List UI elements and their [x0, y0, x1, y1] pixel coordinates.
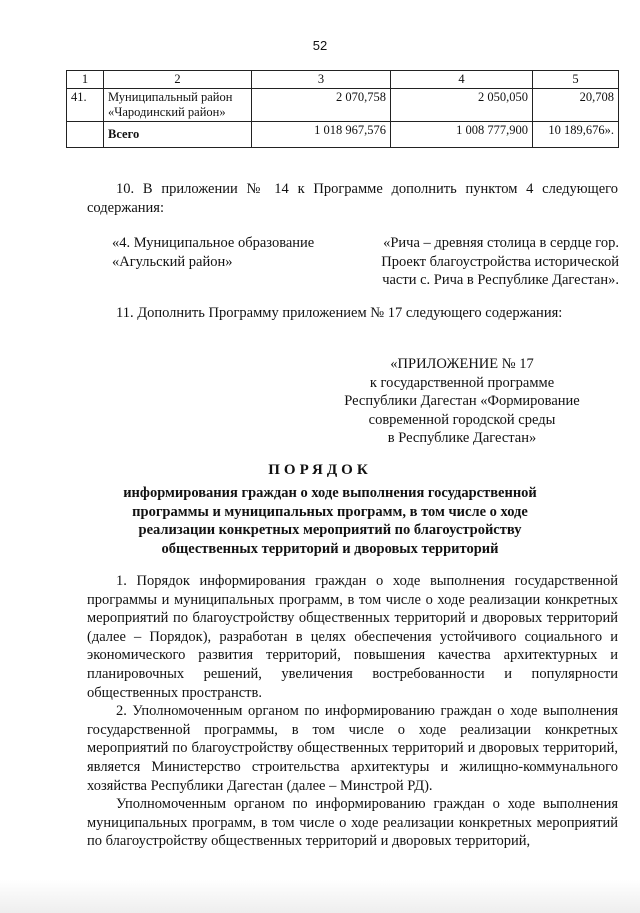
- item-4-municipality: «4. Муниципальное образование «Агульский район»: [112, 235, 315, 270]
- row-number: 41.: [67, 89, 104, 122]
- page-bottom-edge: [0, 880, 640, 913]
- document-subtitle: информирования граждан о ходе выполнения государственной программы и муниципальных программ, в том числе о ходе реализации конкретных мероприятий по благоустройству общественных территорий и дворовых территорий: [123, 485, 537, 557]
- body-text: [87, 572, 618, 851]
- appendix-line: «ПРИЛОЖЕНИЕ № 17: [390, 356, 534, 372]
- row-name: Муниципальный район «Чародинский район»: [104, 89, 252, 122]
- row-value-5: 20,708: [533, 89, 619, 122]
- appendix-header: [330, 355, 594, 448]
- row-name: Всего: [104, 122, 252, 148]
- appendix-line: в Республике Дагестан»: [387, 430, 537, 447]
- appendix-line: современной городской среды: [368, 411, 556, 428]
- row-value-5: 10 189,676».: [533, 122, 619, 148]
- paragraph-10: 10. В приложении № 14 к Программе дополнить пунктом 4 следующего содержания:: [87, 181, 618, 216]
- document-title: ПОРЯДОК: [268, 462, 372, 478]
- table-row: [67, 89, 619, 122]
- table-header-cell: 1: [67, 71, 104, 89]
- table-header-row: [67, 71, 619, 89]
- row-value-3: 1 018 967,576: [252, 122, 391, 148]
- row-value-4: 1 008 777,900: [391, 122, 533, 148]
- data-table: [66, 70, 619, 148]
- page-number: 52: [312, 38, 328, 53]
- appendix-line: Республики Дагестан «Формирование: [344, 393, 580, 410]
- table-row-total: [67, 122, 619, 148]
- item-4-project: «Рича – древняя столица в сердце гор. Проект благоустройства исторической части с. Рича в Республике Дагестан».: [381, 235, 619, 289]
- table-header-cell: 3: [252, 71, 391, 89]
- appendix-line: к государственной программе: [369, 374, 555, 391]
- row-value-4: 2 050,050: [391, 89, 533, 122]
- row-value-3: 2 070,758: [252, 89, 391, 122]
- body-paragraph-3: Уполномоченным органом по информированию граждан о ходе выполнения муниципальных программ, в том числе о ходе реализации конкретных мероприятий по благоустройству общественных территорий и дворовых территорий,: [87, 796, 618, 850]
- table-header-cell: 5: [533, 71, 619, 89]
- body-paragraph-1: 1. Порядок информирования граждан о ходе выполнения государственной программы и муниципальных программ, в том числе о ходе реализации конкретных мероприятий по благоустройству общественных территорий и дворовых территорий (далее – Порядок), разработан в целях обеспечения устойчивого социального и экономического развития территорий, повышения качества архитектурных и планировочных решений, увеличения востребованности и популярности общественных пространств.: [87, 573, 618, 701]
- body-paragraph-2: 2. Уполномоченным органом по информированию граждан о ходе выполнения государственной программы, в том числе о ходе реализации конкретных мероприятий по благоустройству общественных территорий и дворовых территорий, является Министерство строительства архитектуры и жилищно-коммунального хозяйства Республики Дагестан (далее – Минстрой РД).: [87, 703, 618, 794]
- row-number: [67, 122, 104, 148]
- table-header-cell: 2: [104, 71, 252, 89]
- paragraph-11: 11. Дополнить Программу приложением № 17 следующего содержания:: [116, 305, 563, 321]
- table-header-cell: 4: [391, 71, 533, 89]
